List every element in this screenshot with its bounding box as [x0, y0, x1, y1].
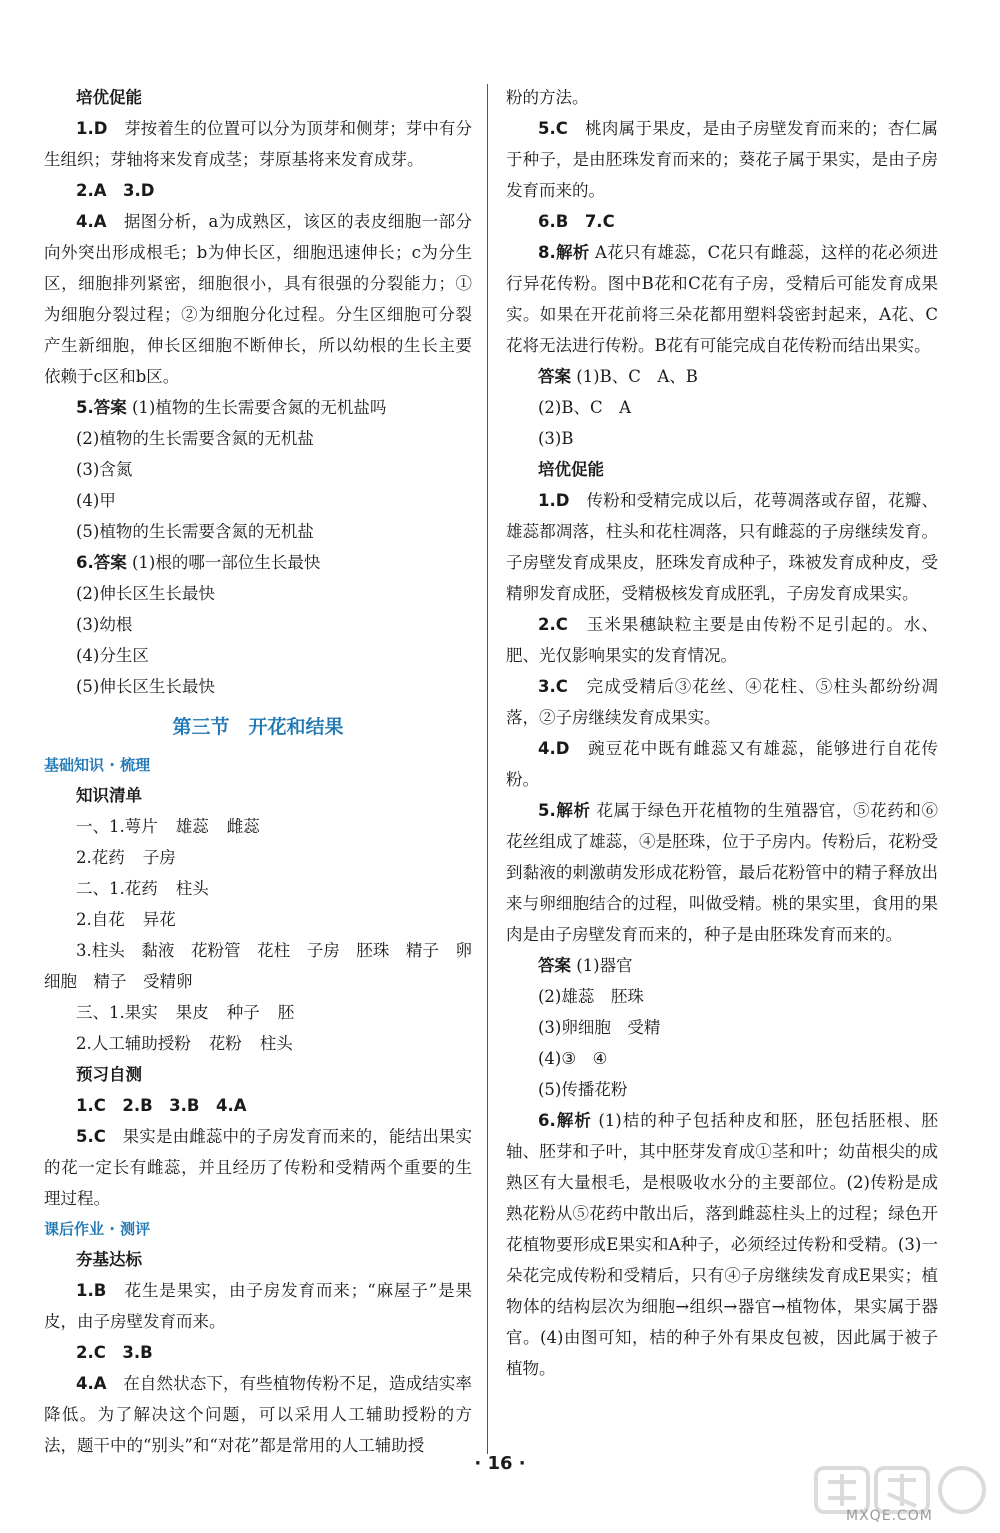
hw-answer-8: 8.解析 A花只有雄蕊，C花只有雌蕊，这样的花必须进行异花传粉。图中B花和C花有子房，受精后可能发育成果实。如果在开花前将三朵花都用塑料袋密封起来，A花、C花将无法进行传粉。B花有可能完成自花传粉而结出果实。: [506, 243, 939, 355]
column-divider: [487, 84, 488, 1454]
preview-test-heading: 预习自测: [76, 1065, 142, 1084]
advanced-answer-5-key-3: (3)卵细胞 受精: [538, 1018, 661, 1037]
answer-6-2: (2)伸长区生长最快: [76, 584, 215, 603]
page-number: · 16 ·: [474, 1453, 526, 1474]
hw-answer-1: 1.B 花生是果实，由子房发育而来；“麻屋子”是果皮，由子房壁发育而来。: [44, 1281, 473, 1331]
answer-6-3: (3)幼根: [76, 615, 133, 634]
watermark-text: MXQE.COM: [846, 1508, 933, 1524]
hw-answer-5: 5.C 桃肉属于果皮，是由子房壁发育而来的；杏仁属于种子，是由胚珠发育而来的；葵花子属于果实，是由子房发育而来的。: [506, 119, 939, 200]
preview-answer-5: 5.C 果实是由雌蕊中的子房发育而来的，能结出果实的花一定长有雌蕊，并且经历了传粉和受精两个重要的生理过程。: [44, 1127, 473, 1208]
hw-answer-8-key-1: 答案 (1)B、C A、B: [538, 367, 698, 386]
hw-answer-2-3: 2.C 3.B: [76, 1343, 153, 1362]
advanced-answer-6: 6.解析 (1)桔的种子包括种皮和胚，胚包括胚根、胚轴、胚芽和子叶，其中胚芽发育成①茎和叶；幼苗根尖的成熟区有大量根毛，是根吸收水分的主要部位。(2)传粉是成熟花粉从⑤花药中散出后，落到雌蕊柱头上的过程；绿色开花植物要形成E果实和A种子，必须经过传粉和受精。(3)一朵花完成传粉和受精后，只有④子房继续发育成E果实；植物体的结构层次为细胞→组织→器官→植物体，果实属于器官。(4)由图可知，桔的种子外有果皮包被，因此属于被子植物。: [506, 1111, 939, 1378]
knowledge-item-2: 2.花药 子房: [76, 848, 176, 867]
advanced-answer-5-key-4: (4)③ ④: [538, 1049, 608, 1068]
answer-5-3: (3)含氮: [76, 460, 133, 479]
answer-2-3: 2.A 3.D: [76, 181, 155, 200]
knowledge-item-1: 一、1.萼片 雄蕊 雌蕊: [76, 817, 260, 836]
advanced-answer-3: 3.C 完成受精后③花丝、④花柱、⑤柱头都纷纷凋落，②子房继续发育成果实。: [506, 677, 939, 727]
answer-6-4: (4)分生区: [76, 646, 149, 665]
basic-target-heading: 夯基达标: [76, 1250, 142, 1269]
preview-answers: 1.C 2.B 3.B 4.A: [76, 1096, 247, 1115]
knowledge-item-4: 2.自花 异花: [76, 910, 176, 929]
right-column: [506, 82, 938, 1384]
answer-5-2: (2)植物的生长需要含氮的无机盐: [76, 429, 314, 448]
advanced-answer-5-key-1: 答案 (1)器官: [538, 956, 633, 975]
knowledge-item-5: 3.柱头 黏液 花粉管 花柱 子房 胚珠 精子 卵细胞 精子 受精卵: [44, 941, 472, 991]
knowledge-item-7: 2.人工辅助授粉 花粉 柱头: [76, 1034, 293, 1053]
hw-answer-8-key-2: (2)B、C A: [538, 398, 632, 417]
section-title: 第三节 开花和结果: [172, 716, 344, 738]
advanced-answer-5-key-2: (2)雄蕊 胚珠: [538, 987, 644, 1006]
advanced-answer-5-key-5: (5)传播花粉: [538, 1080, 628, 1099]
homework-heading: 课后作业 · 测评: [44, 1220, 151, 1238]
advanced-answer-2: 2.C 玉米果穗缺粒主要是由传粉不足引起的。水、肥、光仅影响果实的发育情况。: [506, 615, 939, 665]
answer-6-5: (5)伸长区生长最快: [76, 677, 215, 696]
answer-1: 1.D 芽按着生的位置可以分为顶芽和侧芽；芽中有分生组织；芽轴将来发育成茎；芽原基将来发育成芽。: [44, 119, 472, 169]
knowledge-item-3: 二、1.花药 柱头: [76, 879, 209, 898]
heading-peiyou: 培优促能: [76, 88, 142, 107]
hw-answer-4: 4.A 在自然状态下，有些植物传粉不足，造成结实率降低。为了解决这个问题，可以采用人工辅助授粉的方法，题干中的“别头”和“对花”都是常用的人工辅助授: [44, 1374, 473, 1455]
answer-5-5: (5)植物的生长需要含氮的无机盐: [76, 522, 314, 541]
basic-knowledge-heading: 基础知识 · 梳理: [44, 756, 151, 774]
answer-5: 5.答案 (1)植物的生长需要含氮的无机盐吗: [76, 398, 387, 417]
answer-4: 4.A 据图分析，a为成熟区，该区的表皮细胞一部分向外突出形成根毛；b为伸长区，细胞迅速伸长；c为分生区，细胞排列紧密，细胞很小，具有很强的分裂能力；①为细胞分裂过程；②为细胞分化过程。分生区细胞可分裂产生新细胞，伸长区细胞不断伸长，所以幼根的生长主要依赖于c区和b区。: [44, 212, 473, 386]
hw-answer-8-key-3: (3)B: [538, 429, 574, 448]
answer-5-4: (4)甲: [76, 491, 116, 510]
left-column: [44, 82, 472, 1461]
knowledge-list-heading: 知识清单: [76, 786, 142, 805]
knowledge-item-6: 三、1.果实 果皮 种子 胚: [76, 1003, 295, 1022]
hw-answer-4-continued: 粉的方法。: [506, 88, 589, 107]
answer-6: 6.答案 (1)根的哪一部位生长最快: [76, 553, 321, 572]
heading-peiyou-2: 培优促能: [538, 460, 604, 479]
advanced-answer-1: 1.D 传粉和受精完成以后，花萼凋落或存留，花瓣、雄蕊都凋落，柱头和花柱凋落，只有雌蕊的子房继续发育。子房壁发育成果皮，胚珠发育成种子，珠被发育成种皮，受精卵发育成胚，受精极核发育成胚乳，子房发育成果实。: [506, 491, 939, 603]
hw-answer-6-7: 6.B 7.C: [538, 212, 615, 231]
advanced-answer-4: 4.D 豌豆花中既有雌蕊又有雄蕊，能够进行自花传粉。: [506, 739, 939, 789]
advanced-answer-5: 5.解析 花属于绿色开花植物的生殖器官，⑤花药和⑥花丝组成了雄蕊，④是胚珠，位于子房内。传粉后，花粉受到黏液的刺激萌发形成花粉管，最后花粉管中的精子释放出来与卵细胞结合的过程，叫做受精。桃的果实里，食用的果肉是由子房壁发育而来的，种子是由胚珠发育而来的。: [506, 801, 939, 944]
